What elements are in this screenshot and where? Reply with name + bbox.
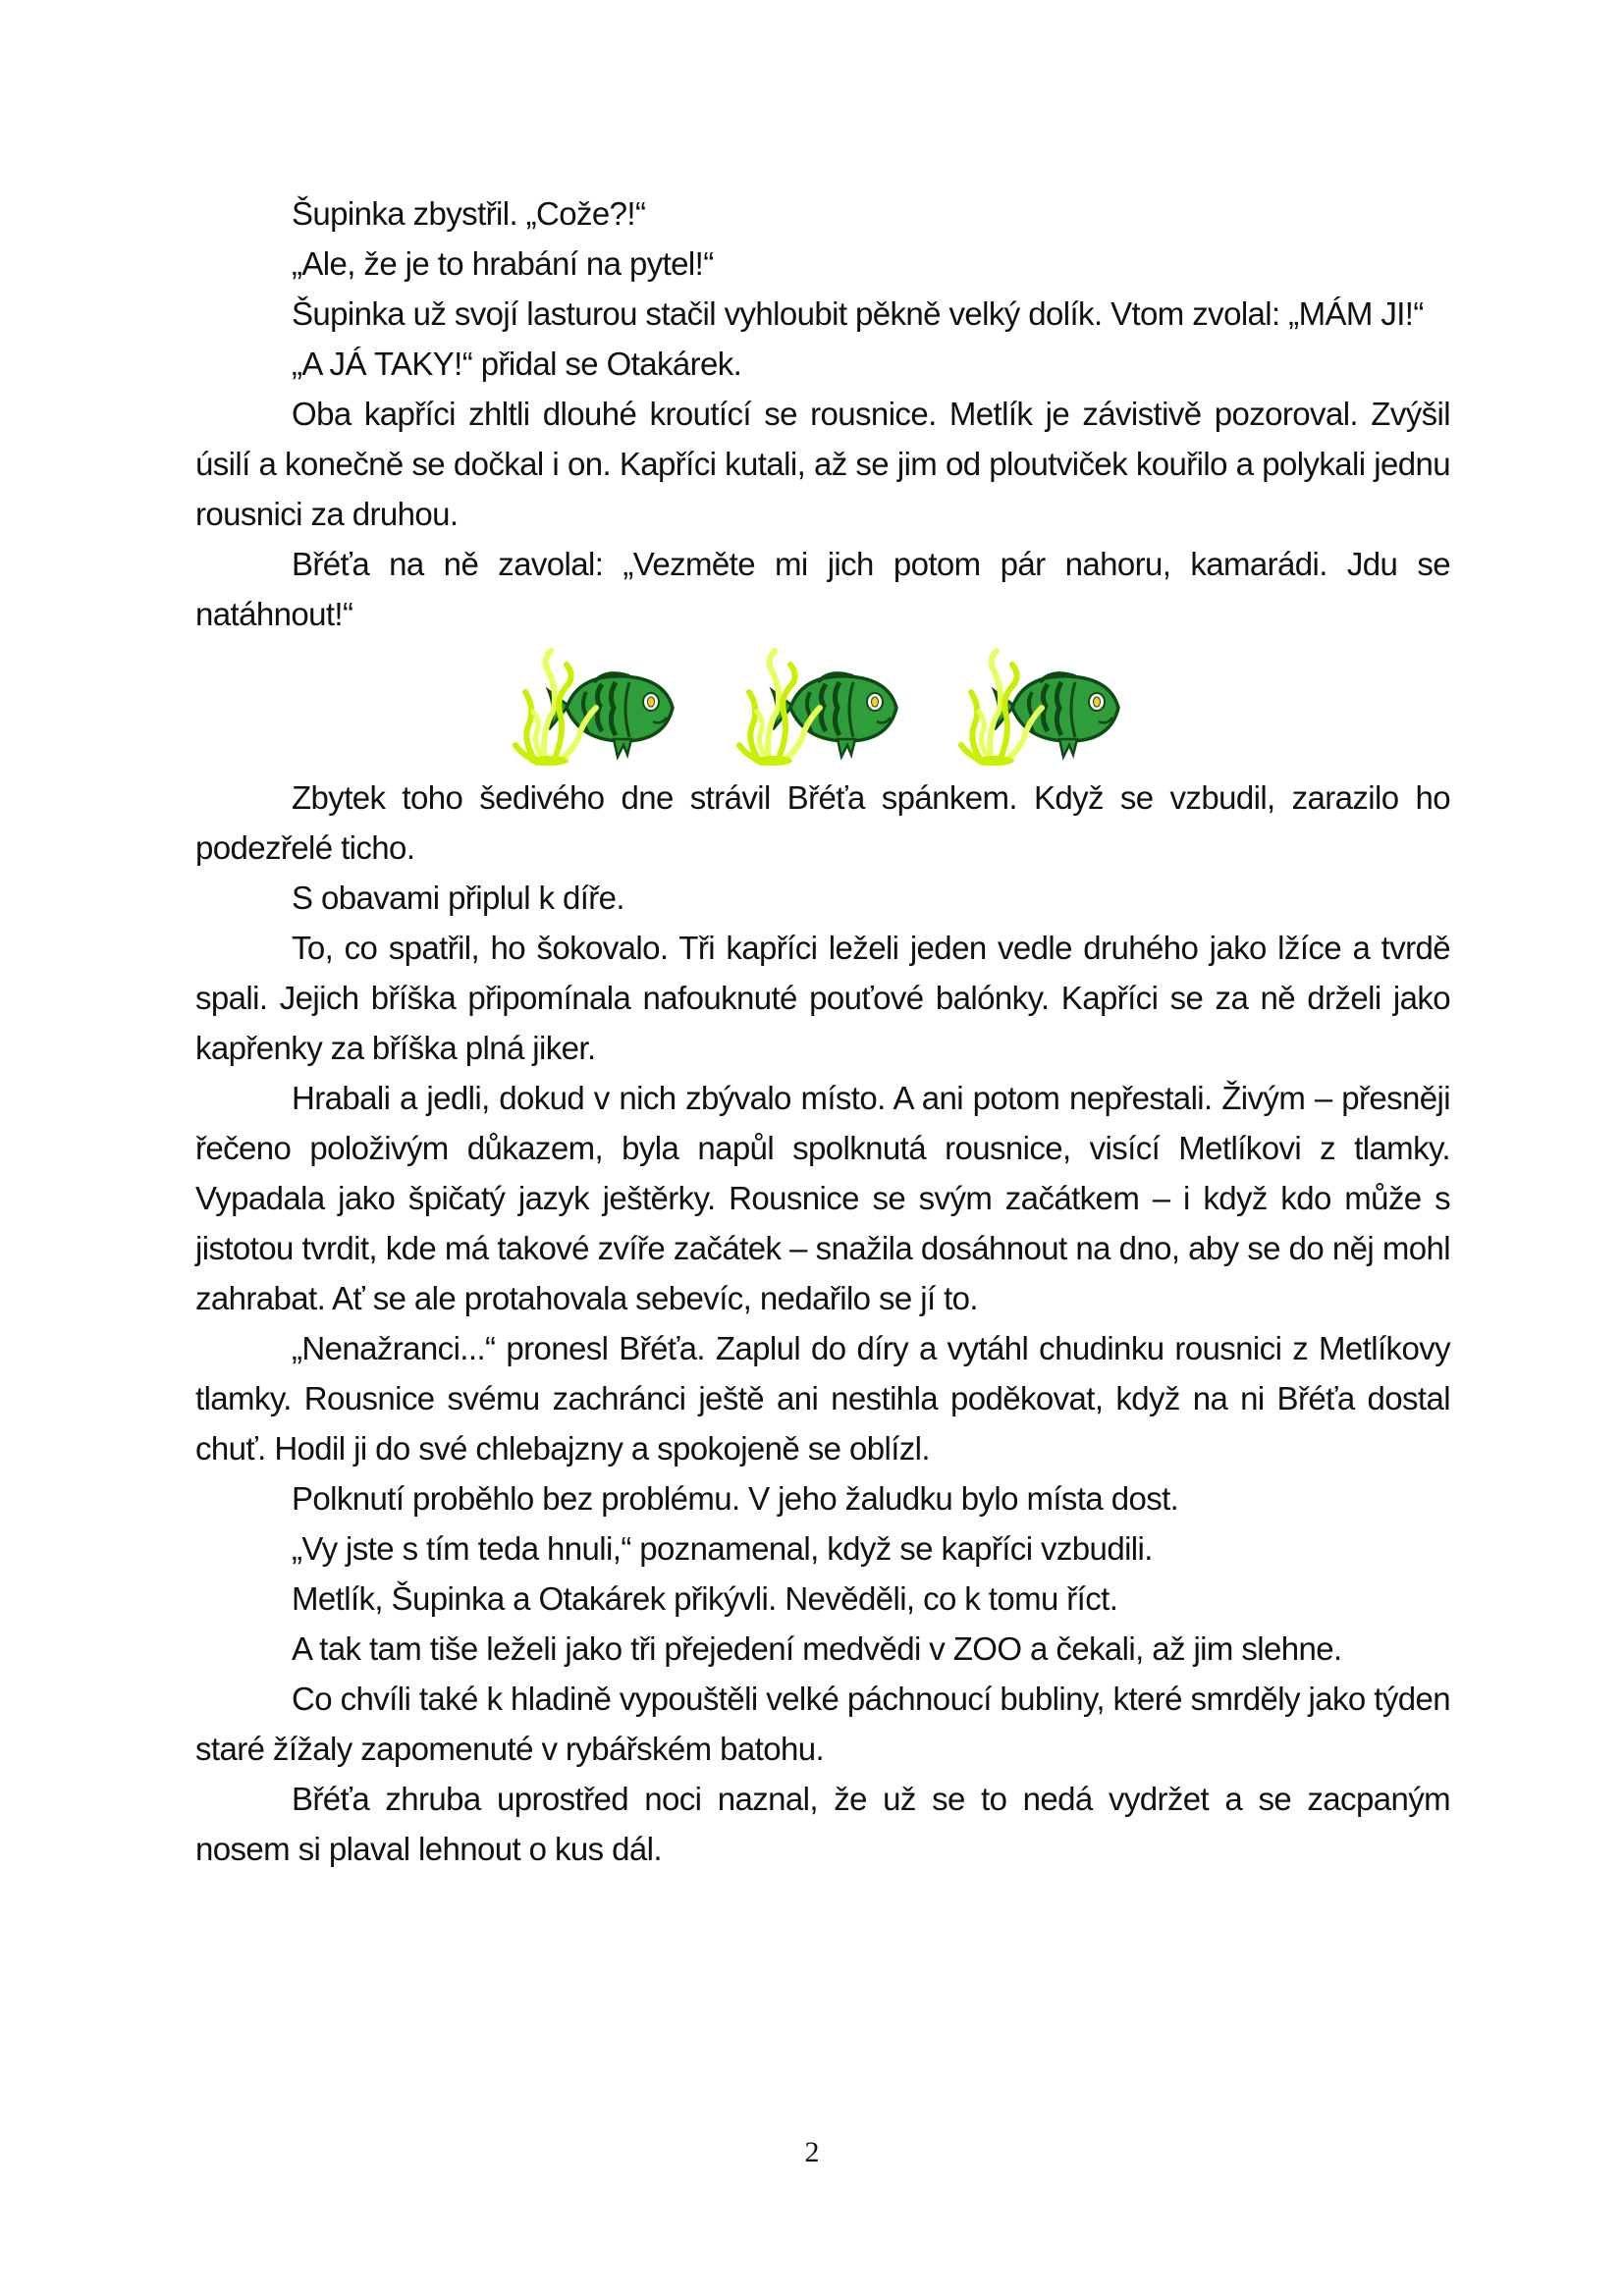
paragraph: „Ale, že je to hrabání na pytel!“ <box>292 245 714 282</box>
fish-seaweed-illustration <box>508 647 684 767</box>
fish-icon <box>953 647 1130 767</box>
paragraph: To, co spatřil, ho šokovalo. Tři kapříci leželi jeden vedle druhého jako lžíce a tvrdě spali. Jejich bříška připomínala nafouknuté pouťové balónky. Kapříci se za ně drželi jako kapřenky za bříška plná jiker. <box>195 930 1450 1066</box>
paragraph: Šupinka už svojí lasturou stačil vyhloubit pěkně velký dolík. Vtom zvolal: „MÁM JI!“ <box>292 295 1424 332</box>
fish-icon <box>508 647 684 767</box>
paragraph: Břéťa zhruba uprostřed noci naznal, že už se to nedá vydržet a se zacpaným nosem si plaval lehnout o kus dál. <box>195 1781 1450 1867</box>
paragraph: „Nenažranci...“ pronesl Břéťa. Zaplul do díry a vytáhl chudinku rousnici z Metlíkovy tlamky. Rousnice svému zachránci ještě ani nestihla poděkovat, když na ni Břéťa dostal chuť. Hodil ji do své chlebajzny a spokojeně se oblízl. <box>195 1330 1450 1467</box>
paragraph: „Vy jste s tím teda hnuli,“ poznamenal, když se kapříci vzbudili. <box>292 1530 1153 1567</box>
paragraph: S obavami připlul k díře. <box>292 880 624 916</box>
paragraph: „A JÁ TAKY!“ přidal se Otakárek. <box>292 346 742 382</box>
paragraph: Břéťa na ně zavolal: „Vezměte mi jich potom pár nahoru, kamarádi. Jdu se natáhnout!“ <box>195 546 1450 632</box>
paragraph: Oba kapříci zhltli dlouhé kroutící se rousnice. Metlík je závistivě pozoroval. Zvýšil úsilí a konečně se dočkal i on. Kapříci kutali, až se jim od ploutviček kouřilo a polykali jednu rousnici za druhou. <box>195 396 1450 532</box>
page-number: 2 <box>804 2136 820 2168</box>
paragraph: Šupinka zbystřil. „Cože?!“ <box>292 195 646 232</box>
paragraph: Zbytek toho šedivého dne strávil Břéťa spánkem. Když se vzbudil, zarazilo ho podezřelé ticho. <box>195 779 1450 866</box>
fish-icon <box>731 647 908 767</box>
fish-seaweed-illustration <box>731 647 908 767</box>
fish-seaweed-illustration <box>953 647 1130 767</box>
fish-illustration-row <box>195 647 1450 767</box>
paragraph: Co chvíli také k hladině vypouštěli velké páchnoucí bubliny, které smrděly jako týden staré žížaly zapomenuté v rybářském batohu. <box>195 1681 1450 1767</box>
paragraph: Metlík, Šupinka a Otakárek přikývli. Nevěděli, co k tomu říct. <box>292 1580 1118 1617</box>
paragraph: A tak tam tiše leželi jako tři přejedení medvědi v ZOO a čekali, až jim slehne. <box>292 1630 1342 1667</box>
paragraph: Polknutí proběhlo bez problému. V jeho žaludku bylo místa dost. <box>292 1480 1179 1517</box>
page-body <box>195 188 1450 1874</box>
paragraph: Hrabali a jedli, dokud v nich zbývalo místo. A ani potom nepřestali. Živým – přesněji řečeno položivým důkazem, byla napůl spolknutá rousnice, visící Metlíkovi z tlamky. Vypadala jako špičatý jazyk ještěrky. Rousnice se svým začátkem – i když kdo může s jistotou tvrdit, kde má takové zvíře začátek – snažila dosáhnout na dno, aby se do něj mohl zahrabat. Ať se ale protahovala sebevíc, nedařilo se jí to. <box>195 1080 1450 1316</box>
